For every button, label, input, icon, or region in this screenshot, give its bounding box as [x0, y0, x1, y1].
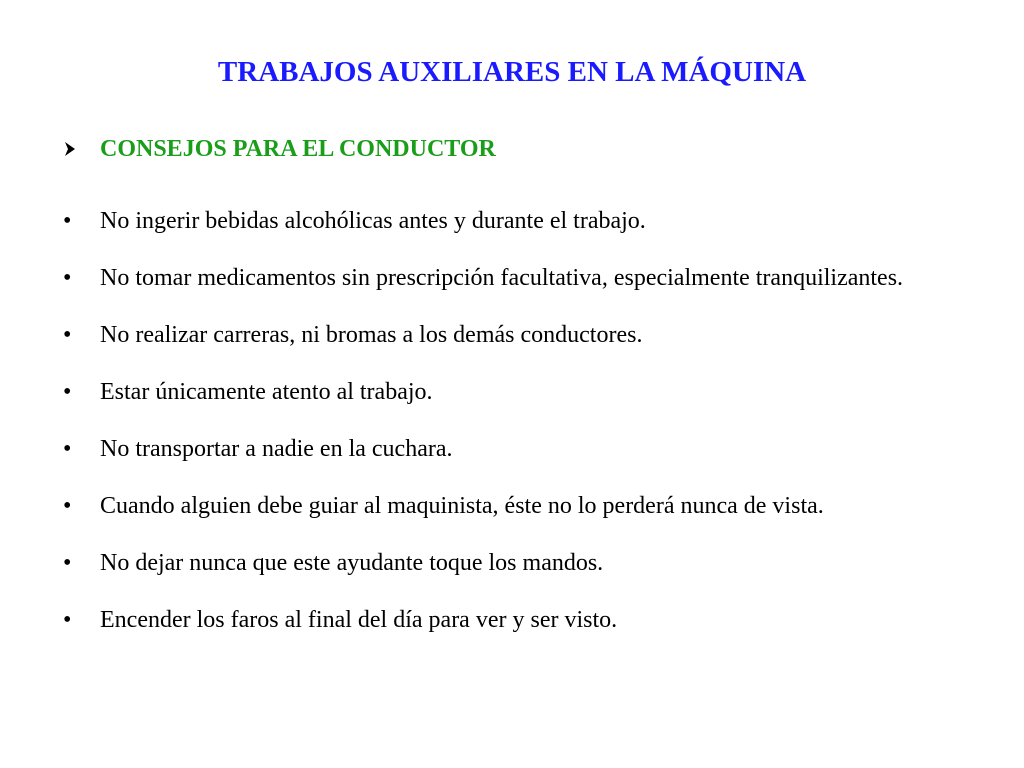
list-item	[0, 547, 1024, 580]
list-item	[0, 604, 1024, 637]
arrow-bullet-icon	[62, 141, 78, 157]
bullet-dot-icon: •	[63, 208, 72, 234]
list-item-text: No tomar medicamentos sin prescripción facultativa, especialmente tranquilizantes.	[100, 265, 904, 291]
bullet-list	[0, 205, 1024, 661]
slide-title: TRABAJOS AUXILIARES EN LA MÁQUINA	[217, 56, 807, 88]
bullet-dot-icon: •	[63, 379, 72, 405]
list-item	[0, 262, 1024, 295]
list-item-text: No dejar nunca que este ayudante toque los mandos.	[100, 550, 604, 576]
list-item-text: Encender los faros al final del día para ver y ser visto.	[100, 607, 618, 633]
list-item	[0, 205, 1024, 238]
subtitle-row	[62, 131, 496, 167]
section-subtitle: CONSEJOS PARA EL CONDUCTOR	[100, 136, 496, 162]
list-item-text: No realizar carreras, ni bromas a los demás conductores.	[100, 322, 643, 348]
list-item	[0, 319, 1024, 352]
list-item	[0, 376, 1024, 409]
list-item-text: No transportar a nadie en la cuchara.	[100, 436, 453, 462]
list-item	[0, 490, 1024, 523]
list-item-text: Estar únicamente atento al trabajo.	[100, 379, 433, 405]
bullet-dot-icon: •	[63, 607, 72, 633]
list-item-text: Cuando alguien debe guiar al maquinista, éste no lo perderá nunca de vista.	[100, 493, 824, 519]
bullet-dot-icon: •	[63, 436, 72, 462]
list-item	[0, 433, 1024, 466]
bullet-dot-icon: •	[63, 265, 72, 291]
bullet-dot-icon: •	[63, 493, 72, 519]
bullet-dot-icon: •	[63, 322, 72, 348]
list-item-text: No ingerir bebidas alcohólicas antes y durante el trabajo.	[100, 208, 646, 234]
bullet-dot-icon: •	[63, 550, 72, 576]
